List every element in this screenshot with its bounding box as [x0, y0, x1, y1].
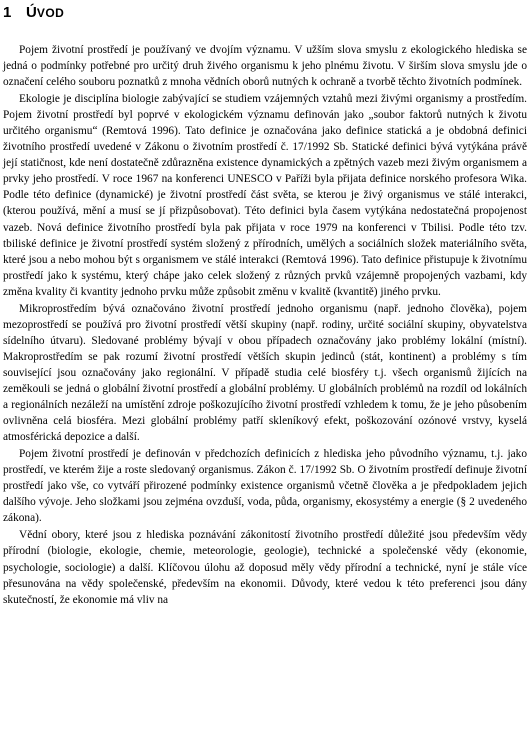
paragraph: Pojem životní prostředí je definován v předchozích definicích z hlediska jeho původního významu, t.j. jako prostředí, ve kterém žije a roste sledovaný organismus. Zákon č. 17/1992 Sb. O životním prostředí definuje životní prostředí jako vše, co vytváří přirozené podmínky existence organismů včetně člověka a je předpokladem jejich dalšího vývoje. Jeho složkami jsou zejména ovzduší, voda, půda, organismy, ekosystémy a energie (§ 2 uvedeného zákona). [3, 448, 527, 525]
section-title-initial: Ú [26, 4, 37, 21]
paragraph: Ekologie je disciplína biologie zabývající se studiem vzájemných vztahů mezi živými organismy a prostředím. Pojem životní prostředí byl poprvé v ekologickém významu definován jako „soubor faktorů nutných k životu určitého organismu“ (Remtová 1996). Tato definice je označována jako definice statická a je obdobná definici životního prostředí uvedené v Zákonu o životním prostředí č. 17/1992 Sb. Statické definici bývá vytýkána právě její statičnost, kde není dostatečně zdůrazněna existence dynamických a zpětných vazeb mezi živým organismem a prvky jeho prostředí. V roce 1967 na konferenci UNESCO v Paříži byla přijata definice norského profesora Wika. Podle této definice (dynamické) je životní prostředí část světa, se kterou je živý organismus ve stálé interakci, (kterou používá, mění a musí se jí přizpůsobovat). Této definici byla časem vytýkána nedostatečná propojenost vazeb. Nová definice životního prostředí byla pak přijata v roce 1979 na konferenci v Tbilisi. Podle této tzv. tbiliské definice je životní prostředí systém složený z přírodních, umělých a sociálních složek materiálního světa, které jsou a nebo mohou být s organismem ve stálé interakci (Remtová 1996). Tato definice přistupuje k životnímu prostředí jako k systému, který chápe jako celek složený z různých prvků vzájemně propojených vazbami, kdy změna kvality či kvantity jednoho prvku může způsobit změnu v kvalitě (kvantitě) jiného prvku. [3, 93, 527, 298]
paragraph: Mikroprostředím bývá označováno životní prostředí jednoho organismu (např. jednoho člověka), pojem mezoprostředí se používá pro životní prostředí větší skupiny (např. rodiny, určité sociální skupiny, obyvatelstva sídelního útvaru). Sledované problémy bývají v obou případech označovány jako problémy lokální (místní). Makroprostředím se pak rozumí životní prostředí větších skupin jedinců (stát, kontinent) a problémy s tím související jsou označovány jako regionální. V případě studia celé biosféry t.j. všech organismů žijících na zeměkouli se jedná o globální životní prostředí a globální problémy. U globálních problémů na rozdíl od lokálních a regionálních nezáleží na umístění zdroje poškozujícího životní prostředí vzhledem k tomu, že je jeho působením ovlivněna celá biosféra. Mezi globální problémy patří skleníkový efekt, poškozování ozónové vrstvy, kyselá atmosférická depozice a další. [3, 302, 527, 444]
section-heading [3, 4, 527, 22]
section-title-rest: VOD [36, 6, 65, 20]
paragraph: Pojem životní prostředí je používaný ve dvojím významu. V užším slova smyslu z ekologického hlediska se jedná o podmínky potřebné pro určitý druh živého organismu k jeho plnému životu. V širším slova smyslu jde o označení celého souboru poznatků z mnoha vědních oborů nutných k ochraně a tvorbě těchto životních podmínek. [3, 44, 527, 89]
section-number: 1 [3, 4, 12, 21]
paragraph: Vědní obory, které jsou z hlediska poznávání zákonitostí životního prostředí důležité jsou především vědy přírodní (biologie, ekologie, chemie, meteorologie, geologie), technické a společenské vědy (ekonomie, psychologie, sociologie) a další. Klíčovou úlohu až doposud měly vědy přírodní a technické, nyní je stále více přesunována na vědy společenské, především na ekonomii. Důvody, které vedou k této preferenci jsou dány skutečností, že ekonomie má vliv na [3, 529, 527, 606]
